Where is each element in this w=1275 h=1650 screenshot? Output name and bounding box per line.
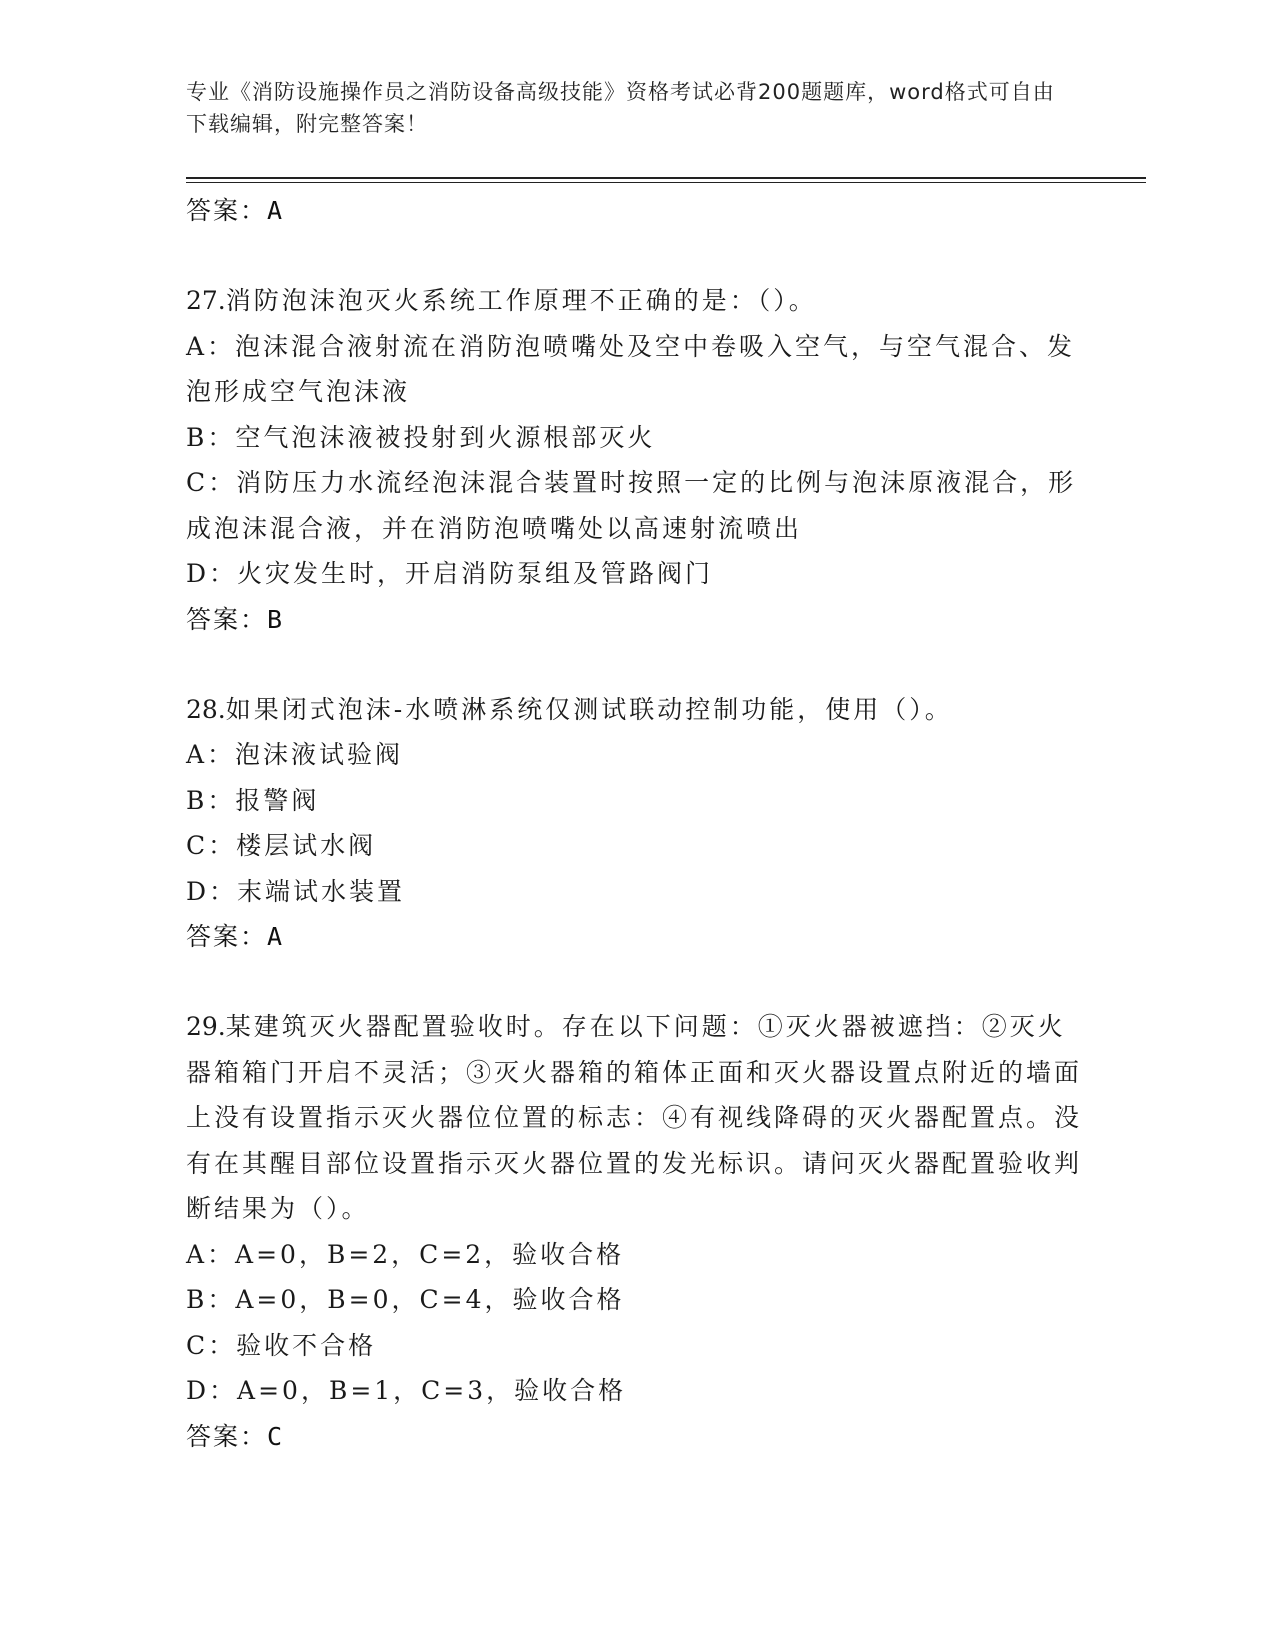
answer-label: 答案： (186, 1421, 268, 1451)
answer-line (186, 597, 1086, 643)
question-stem: 某建筑灭火器配置验收时。存在以下问题：①灭火器被遮挡：②灭火器箱箱门开启不灵活；③灭火器箱的箱体正面和灭火器设置点附近的墙面上没有设置指示灭火器位位置的标志：④有视线降碍的灭火器配置点。没有在其醒目部位设置指示灭火器位置的发光标识。请问灭火器配置验收判断结果为（）。 (186, 1012, 1083, 1223)
option-d: D：火灾发生时，开启消防泵组及管路阀门 (186, 559, 714, 588)
question-27 (186, 278, 1086, 643)
option-c: C：消防压力水流经泡沫混合装置时按照一定的比例与泡沫原液混合，形成泡沫混合液，并在消防泡喷嘴处以高速射流喷出 (186, 468, 1077, 543)
option-b: B：A=0，B=0，C=4，验收合格 (186, 1285, 625, 1314)
option-b: B：空气泡沫液被投射到火源根部灭火 (186, 422, 656, 452)
document-body (186, 188, 1086, 1460)
question-stem: 消防泡沫泡灭火系统工作原理不正确的是：（）。 (225, 286, 817, 315)
option-a: A：泡沫液试验阀 (186, 740, 404, 769)
option-c: C：楼层试水阀 (186, 831, 377, 860)
question-text (186, 1004, 1086, 1232)
answer-value: C (267, 1421, 283, 1451)
option-b: B：报警阀 (186, 785, 320, 815)
answer-value: A (267, 922, 283, 951)
option-d: D：A=0，B=1，C=3，验收合格 (186, 1376, 627, 1405)
answer-label: 答案： (186, 196, 268, 225)
question-text (186, 278, 1086, 324)
header-rule (186, 177, 1146, 179)
question-number: 27. (186, 286, 226, 315)
question-28 (186, 687, 1086, 961)
header-rule-thin (186, 182, 1146, 183)
question-29 (186, 1004, 1086, 1460)
answer-value: B (267, 604, 283, 634)
question-number: 29. (186, 1012, 226, 1041)
answer-value: A (267, 196, 283, 225)
answer-label: 答案： (186, 922, 268, 951)
question-stem: 如果闭式泡沫-水喷淋系统仅测试联动控制功能，使用（）。 (225, 694, 953, 724)
answer-line (186, 188, 1086, 234)
option-d: D：末端试水装置 (186, 876, 406, 906)
option-c: C：验收不合格 (186, 1330, 377, 1360)
document-header: 专业《消防设施操作员之消防设备高级技能》资格考试必背200题题库，word格式可自由下载编辑，附完整答案！ (186, 80, 1055, 136)
question-number: 28. (186, 694, 226, 724)
answer-line (186, 1414, 1086, 1460)
option-a: A：泡沫混合液射流在消防泡喷嘴处及空中卷吸入空气，与空气混合、发泡形成空气泡沫液 (186, 331, 1076, 406)
answer-line (186, 914, 1086, 960)
option-a: A：A=0，B=2，C=2，验收合格 (186, 1239, 625, 1269)
question-text (186, 687, 1086, 733)
answer-label: 答案： (186, 604, 268, 634)
